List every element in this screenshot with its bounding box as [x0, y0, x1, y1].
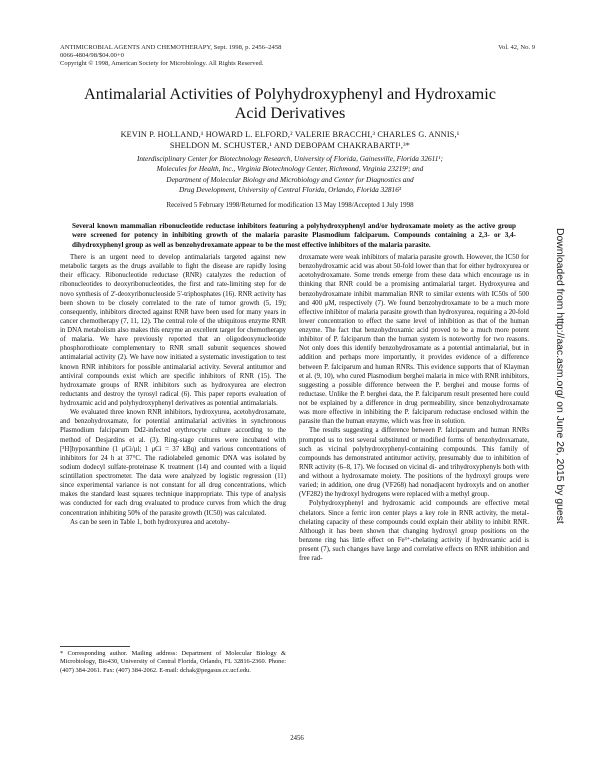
- affiliation-line: Drug Development, University of Central Florida, Orlando, Florida 32816³: [178, 184, 402, 194]
- title-line-1: Antimalarial Activities of Polyhydroxyphenyl and Hydroxamic: [84, 84, 496, 103]
- affiliations: [30, 154, 550, 195]
- authors-line-1: KEVIN P. HOLLAND,¹ HOWARD L. ELFORD,² VALERIE BRACCHI,³ CHARLES G. ANNIS,¹: [120, 130, 460, 139]
- author-list: [30, 129, 550, 151]
- affiliation-line: Interdisciplinary Center for Biotechnology Research, University of Florida, Gainesville, Florida 32611¹;: [136, 154, 444, 163]
- body-paragraph: droxamate were weak inhibitors of malaria parasite growth. However, the IC50 for benzohydroxamic acid was about 50-fold lower than that for either hydroxyurea or acetohydroxamate. Some trends emerge from these data which encourage us in thinking that RNR could be a promising antimalarial target. Hydroxyurea and benzohydroxamate inhibit mammalian RNR to similar extents with IC50s of 500 and 400 μM, respectively (7). We found benzohydroxamate to be a much more effective inhibitor of malaria parasite growth than hydroxyurea, requiring a 20-fold lower concentration to effect the same level of inhibition as that of the human enzyme. The fact that benzohydroxamic acid proved to be a much more potent inhibitor of P. falciparum than the human system is noteworthy for two reasons. Not only does this identify benzohydroxamate as a potential antimalarial, but in addition and perhaps more importantly, it provides evidence of a difference between P. falciparum and human RNRs. This evidence supports that of Klayman et al. (9, 10), who cured Plasmodium berghei malaria in mice with RNR inhibitors, suggesting a possible difference between the P. berghei and mouse forms of reductase. Unlike the P. berghei data, the P. falciparum result presented here could not be explained by a difference in drug permeability, since benzohydroxamate was more effective in inhibiting the P. falciparum reductase enclosed within the parasite than the human enzyme, which was free in solution.: [299, 254, 529, 426]
- title-line-2: Acid Derivatives: [234, 103, 346, 122]
- abstract: Several known mammalian ribonucleotide reductase inhibitors featuring a polyhydroxyphenyl and/or hydroxamate moiety as the active group were screened for potency in inhibiting growth of the malaria parasite Plasmodium falciparum. Compounds containing a 2,3- or 3,4-dihydroxyphenyl group as well as benzohydroxamate appear to be the most effective inhibitors of the malaria parasite.: [72, 222, 516, 249]
- copyright: Copyright © 1998, American Society for Microbiology. All Rights Reserved.: [60, 60, 264, 67]
- footnote-rule: [60, 646, 130, 647]
- body-paragraph: The results suggesting a difference between P. falciparum and human RNRs prompted us to test several substituted or modified forms of benzohydroxamate, such as vicinal polyhydroxyphenyl-containing compounds. This family of compounds has demonstrated antitumor activity, presumably due to inhibition of RNR activity (6–8, 17). We focused on vicinal di- and trihydroxyphenyls both with and without a hydroxamate moiety. The positions of the hydroxyl groups were varied; in addition, one drug (VF268) had nonadjacent hydroxyls and on another (VF282) the hydroxyl hydrogens were replaced with a methyl group.: [299, 427, 529, 499]
- affiliation-line: Department of Molecular Biology and Microbiology and Center for Diagnostics and: [166, 174, 414, 184]
- body-column-right: [299, 253, 529, 563]
- page-number: 2456: [290, 735, 304, 742]
- running-header-left: [60, 44, 281, 68]
- authors-line-2: SHELDON M. SCHUSTER,¹ AND DEBOPAM CHAKRABARTI¹,³*: [169, 141, 411, 150]
- body-column-left: [60, 253, 286, 527]
- issn: 0066-4804/98/$04.00+0: [60, 52, 124, 59]
- download-watermark-text: Downloaded from http://aac.asm.org/ on June 26, 2015 by guest: [554, 228, 565, 524]
- affiliation-line: Molecules for Health, Inc., Virginia Biotechnology Center, Richmond, Virginia 23219²; and: [156, 164, 424, 174]
- volume-number: Vol. 42, No. 9: [498, 44, 535, 51]
- body-paragraph: Polyhydroxyphenyl and hydroxamic acid compounds are effective metal chelators. Since a ferric iron center plays a key role in RNR activity, the metal-chelating capacity of these compounds could explain their ability to inhibit RNR. Although it has been shown that changing hydroxyl group positions on the benzene ring has little effect on Fe³⁺-chelating activity if hydroxamic acid is present (7), such changes have large and correlative effects on RNR inhibition and free rad-: [299, 500, 529, 563]
- body-paragraph: We evaluated three known RNR inhibitors, hydroxyurea, acetohydroxamate, and benzohydroxamate, for potential antimalarial activities in synchronous Plasmodium falciparum Dd2-infected erythrocyte culture according to the method of Desjardins et al. (3). Ring-stage cultures were incubated with [³H]hypoxanthine (1 μCi/μl; 1 μCi = 37 kBq) and various concentrations of inhibitors for 24 h at 37°C. The radiolabeled genomic DNA was isolated by sodium dodecyl sulfate-proteinase K treatment (14) and counted with a liquid scintillation spectrometer. The data were analyzed by logistic regression (11) since experimental variance is not constant for all drug concentrations, which makes the standard least squares technique inappropriate. This type of analysis was conducted for each drug evaluated to produce curves from which the drug concentration inhibiting 50% of the parasite growth (IC50) was calculated.: [60, 409, 286, 517]
- article-title: [30, 84, 550, 122]
- journal-citation: ANTIMICROBIAL AGENTS AND CHEMOTHERAPY, Sept. 1998, p. 2456–2458: [60, 44, 282, 51]
- received-dates: Received 5 February 1998/Returned for modification 13 May 1998/Accepted 1 July 1998: [166, 202, 414, 209]
- body-paragraph: As can be seen in Table 1, both hydroxyurea and acetohy-: [70, 518, 230, 526]
- body-paragraph: There is an urgent need to develop antimalarials targeted against new metabolic targets as the drugs available to fight the disease are rapidly losing their efficacy. Ribonucleotide reductase (RNR) catalyzes the reduction of ribonucleotides to deoxyribonucleotides, the first and rate-limiting step for de novo synthesis of 2'-deoxyribonucleoside 5'-triphosphates (16). RNR activity has been shown to be closely correlated to the rate of tumor growth (5, 19); consequently, inhibitors directed against RNR have been used for many years in cancer chemotherapy (7, 11, 12). The central role of the ubiquitous enzyme RNR in DNA metabolism also makes this enzyme an excellent target for chemotherapy of malaria. We have previously reported that an oligodeoxynucleotide phosphorothioate complementary to RNR small subunit sequences showed antimalarial activity (2). We have now initiated a systematic investigation to test known RNR inhibitors for possible antimalarial activity. Several antitumor and antiviral compounds exist which are specific inhibitors of RNR (15). The hydroxamate groups of RNR inhibitors such as hydroxyurea are electron reductants and destroy the tyrosyl radical (6). This paper reports evaluation of hydroxamic acid and polyhydroxyphenyl derivatives as potential antimalarials.: [60, 254, 286, 407]
- download-watermark: [551, 228, 565, 578]
- corresponding-author-footnote: * Corresponding author. Mailing address: Department of Molecular Biology & Microbiology, Bio430, University of Central Florida, Orlando, FL 32816-2360. Phone: (407) 384-2061. Fax: (407) 384-2062. E-mail: dchak@pegasus.cc.ucf.edu.: [60, 650, 286, 674]
